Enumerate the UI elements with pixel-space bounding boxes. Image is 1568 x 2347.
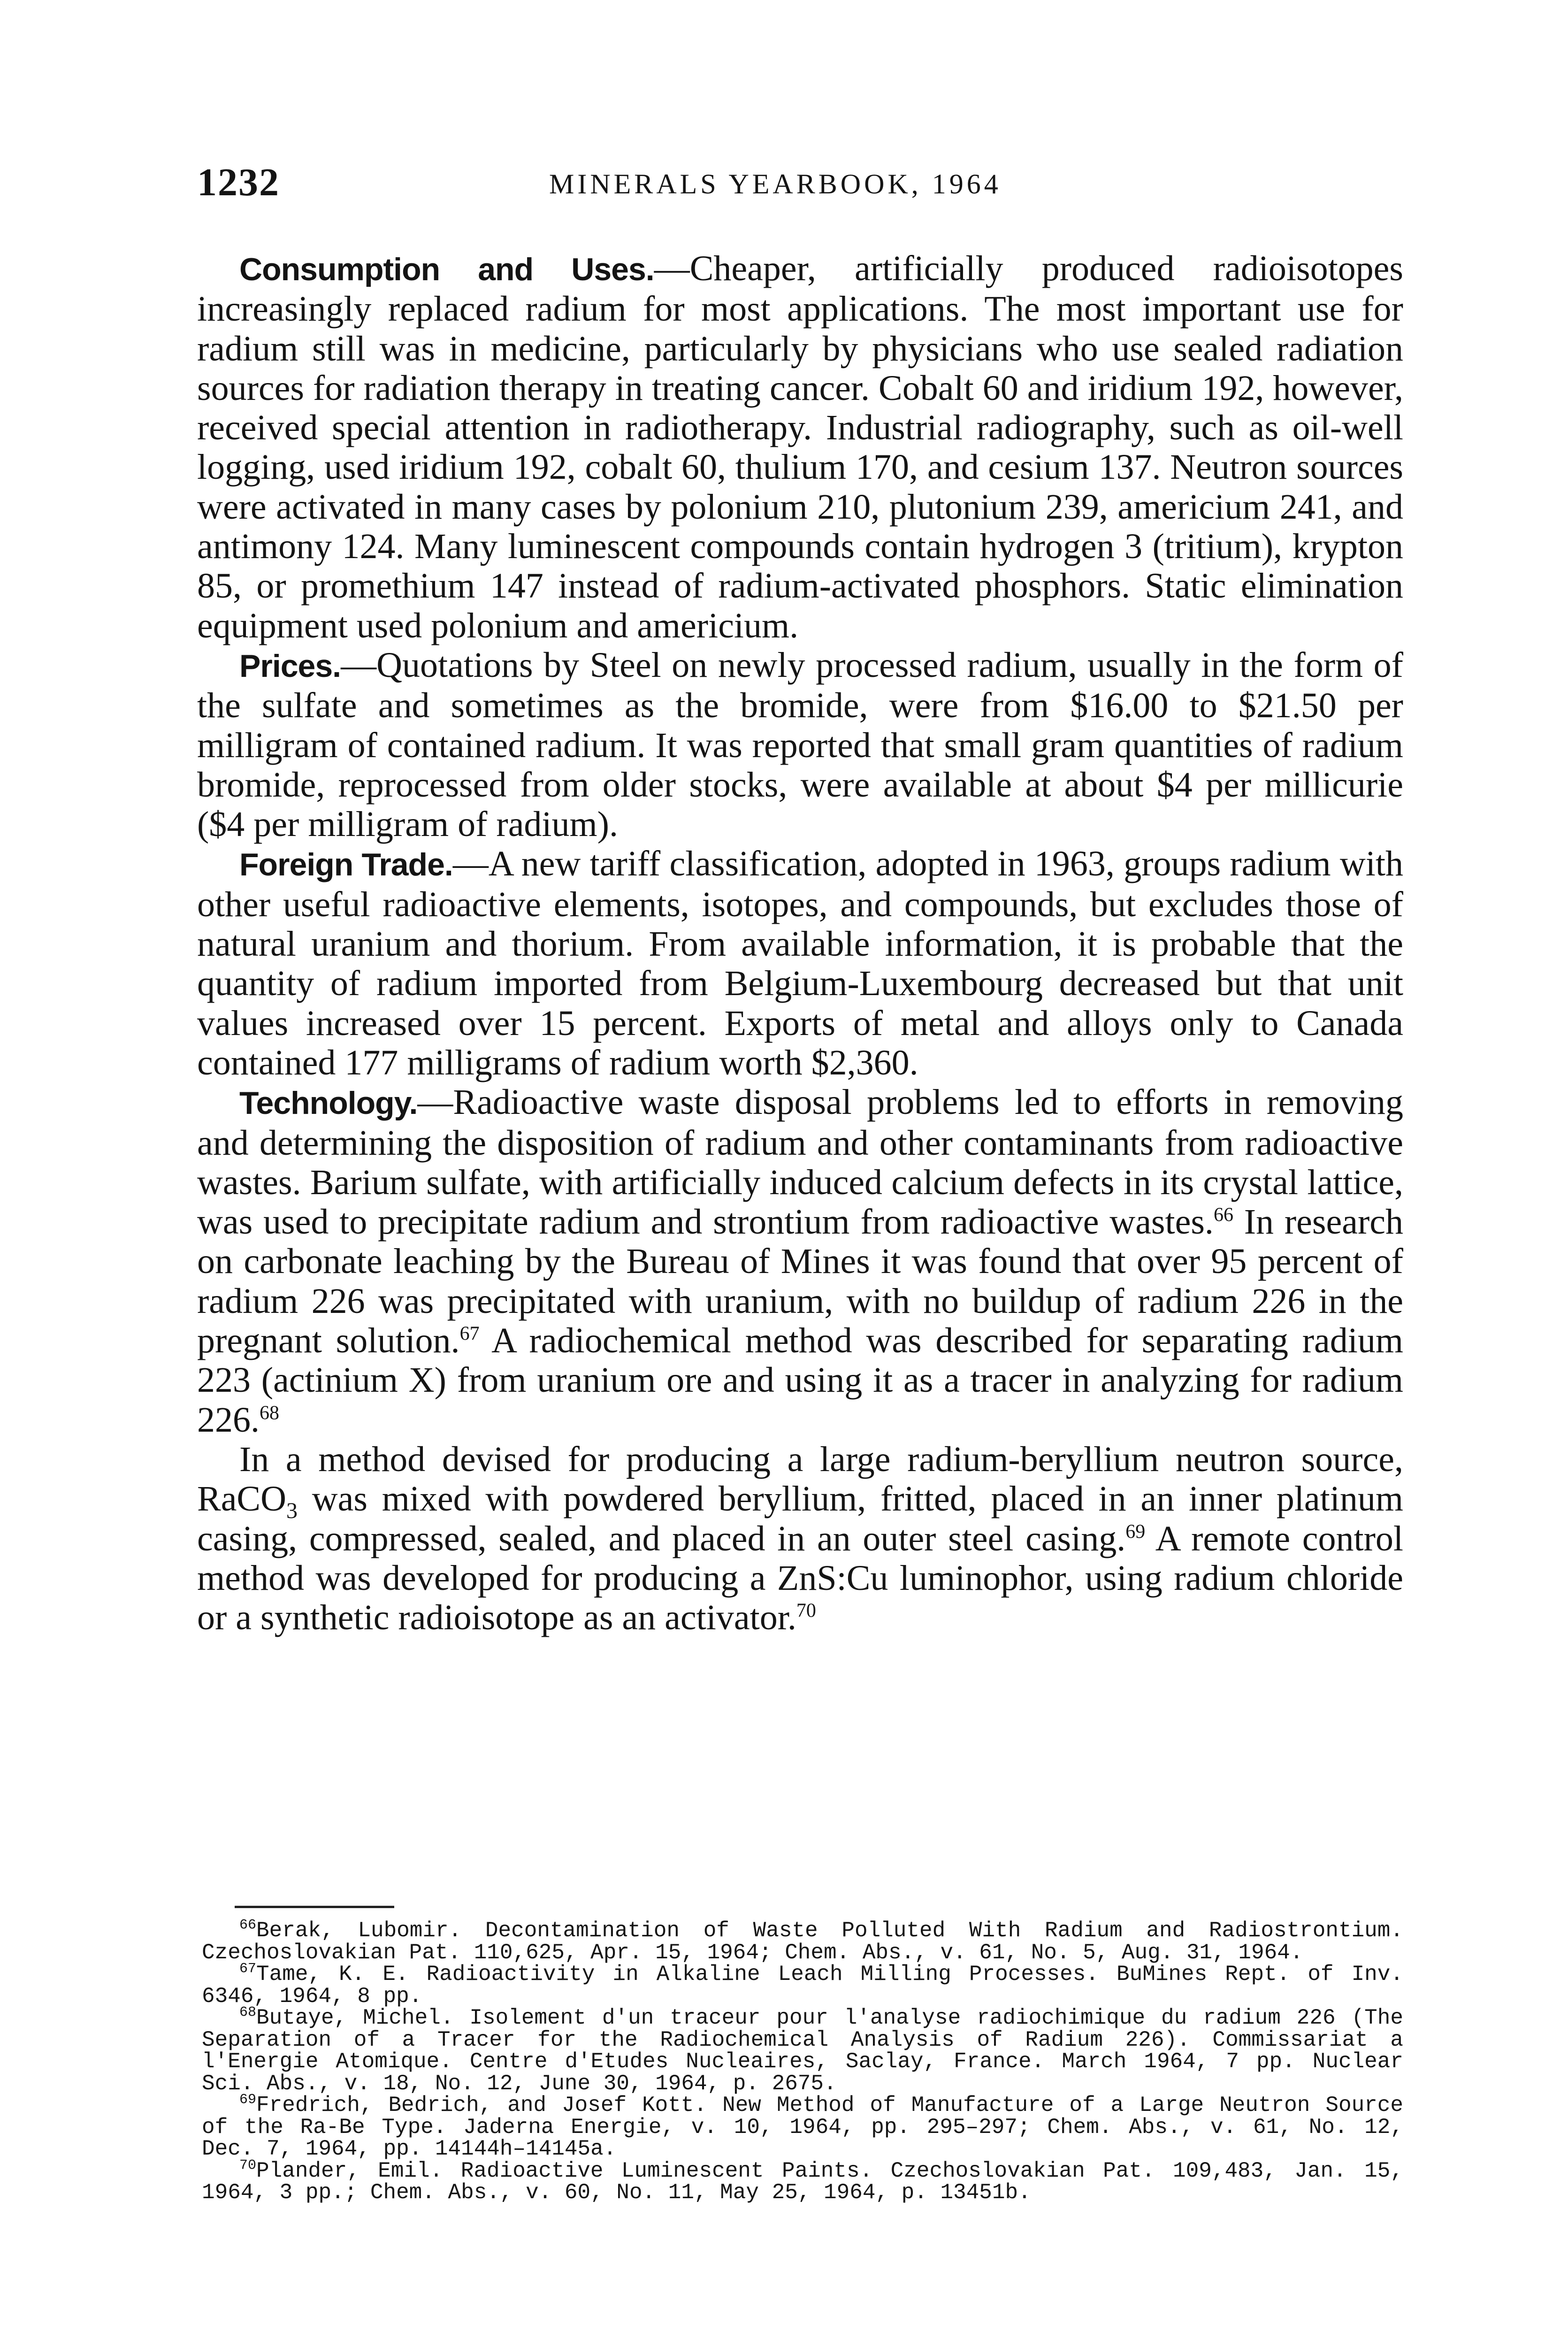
footnote-69 [202, 2094, 1403, 2160]
footnote-divider [235, 1906, 394, 1908]
footnote-number: 66 [239, 1917, 257, 1933]
paragraph-text: In a method devised for producing a large radium-beryllium neutron source, RaCO [197, 1439, 1403, 1519]
paragraph-technology [197, 1082, 1403, 1440]
footnote-text: Tame, K. E. Radioactivity in Alkaline Leach Milling Processes. BuMines Rept. of Inv. 6346, 1964, 8 pp. [202, 1962, 1403, 2009]
body-text [197, 249, 1403, 1637]
footnote-reference[interactable]: 66 [1213, 1204, 1233, 1226]
footnote-reference[interactable]: 68 [260, 1402, 279, 1424]
paragraph-prices [197, 645, 1403, 844]
footnotes [202, 1917, 1403, 2205]
footnote-text: Butaye, Michel. Isolement d'un traceur pour l'analyse radiochimique du radium 226 (The Separation of a Tracer for the Radiochemical Analysis of Radium 226). Commissariat a l'Energie Atomique. Centre d'Etudes Nucleaires, Saclay, France. March 1964, 7 pp. Nuclear Sci. Abs., v. 18, No. 12, June 30, 1964, p. 2675. [202, 2006, 1403, 2096]
footnote-68 [202, 2004, 1403, 2096]
section-title-technology: Technology. [239, 1085, 418, 1121]
footnote-reference[interactable]: 70 [796, 1600, 816, 1622]
paragraph-text: A remote control method was developed for producing a ZnS:Cu luminophor, using radium chloride or a synthetic radioisotope as an activator. [197, 1519, 1404, 1638]
page-number: 1232 [197, 161, 280, 204]
footnote-text: Plander, Emil. Radioactive Luminescent Paints. Czechoslovakian Pat. 109,483, Jan. 15, 1964, 3 pp.; Chem. Abs., v. 60, No. 11, May 25, 1964, p. 13451b. [202, 2158, 1403, 2205]
paragraph-text: —A new tariff classification, adopted in 1963, groups radium with other useful radioactive elements, isotopes, and compounds, but excludes those of natural uranium and thorium. From available information, it is probable that the quantity of radium imported from Belgium-Luxembourg decreased but that unit values increased over 15 percent. Exports of metal and alloys only to Canada contained 177 milligrams of radium worth $2,360. [197, 844, 1404, 1082]
running-head: MINERALS YEARBOOK, 1964 [549, 169, 1002, 199]
paragraph-consumption [197, 249, 1403, 645]
footnote-reference[interactable]: 67 [459, 1323, 480, 1345]
paragraph-text: —Cheaper, artificially produced radioisotopes increasingly replaced radium for most applications. The most important use for radium still was in medicine, particularly by physicians who use sealed radiation sources for radiation therapy in treating cancer. Cobalt 60 and iridium 192, however, received special attention in radiotherapy. Industrial radiography, such as oil-well logging, used iridium 192, cobalt 60, thulium 170, and cesium 137. Neutron sources were activated in many cases by polonium 210, plutonium 239, americium 241, and antimony 124. Many luminescent compounds contain hydrogen 3 (tritium), krypton 85, or promethium 147 instead of radium-activated phosphors. Static elimination equipment used polonium and americium. [197, 249, 1403, 645]
footnote-number: 70 [239, 2157, 257, 2174]
footnote-reference[interactable]: 69 [1125, 1521, 1146, 1543]
footnote-number: 67 [239, 1961, 257, 1977]
footnote-number: 68 [239, 2004, 257, 2021]
paragraph-text: A radiochemical method was described for separating radium 223 (actinium X) from uranium ore and using it as a tracer in analyzing for radium 226. [197, 1321, 1404, 1440]
footnote-70 [202, 2157, 1403, 2205]
paragraph-text: —Quotations by Steel on newly processed radium, usually in the form of the sulfate and sometimes as the bromide, were from $16.00 to $21.50 per milligram of contained radium. It was reported that small gram quantities of radium bromide, reprocessed from older stocks, were available at about $4 per millicurie ($4 per milligram of radium). [197, 645, 1403, 844]
section-title-foreign-trade: Foreign Trade. [239, 847, 453, 883]
footnote-number: 69 [239, 2092, 257, 2108]
section-title-prices: Prices. [239, 648, 341, 684]
paragraph-text: was mixed with powdered beryllium, fritted, placed in an inner platinum casing, compressed, sealed, and placed in an outer steel casing. [197, 1479, 1403, 1558]
chemical-subscript: 3 [286, 1498, 298, 1524]
section-title-consumption: Consumption and Uses. [239, 252, 654, 287]
paragraph-text: —Radioactive waste disposal problems led to efforts in removing and determining the disposition of radium and other contaminants from radioactive wastes. Barium sulfate, with artificially induced calcium defects in its crystal lattice, was used to precipitate radium and strontium from radioactive wastes. [197, 1082, 1403, 1242]
paragraph-text: In research on carbonate leaching by the Bureau of Mines it was found that over 95 percent of radium 226 was precipitated with uranium, with no buildup of radium 226 in the pregnant solution. [197, 1202, 1403, 1361]
page-header [197, 160, 1403, 211]
footnote-text: Fredrich, Bedrich, and Josef Kott. New Method of Manufacture of a Large Neutron Source of the Ra-Be Type. Jaderna Energie, v. 10, 1964, pp. 295–297; Chem. Abs., v. 61, No. 12, Dec. 7, 1964, pp. 14144h–14145a. [202, 2093, 1403, 2161]
paragraph-foreign-trade [197, 844, 1403, 1082]
footnote-66 [202, 1917, 1403, 1965]
footnote-67 [202, 1961, 1403, 2009]
footnote-text: Berak, Lubomir. Decontamination of Waste Polluted With Radium and Radiostrontium. Czechoslovakian Pat. 110,625, Apr. 15, 1964; Chem. Abs., v. 61, No. 5, Aug. 31, 1964. [202, 1918, 1403, 1965]
paragraph-method [197, 1440, 1403, 1637]
